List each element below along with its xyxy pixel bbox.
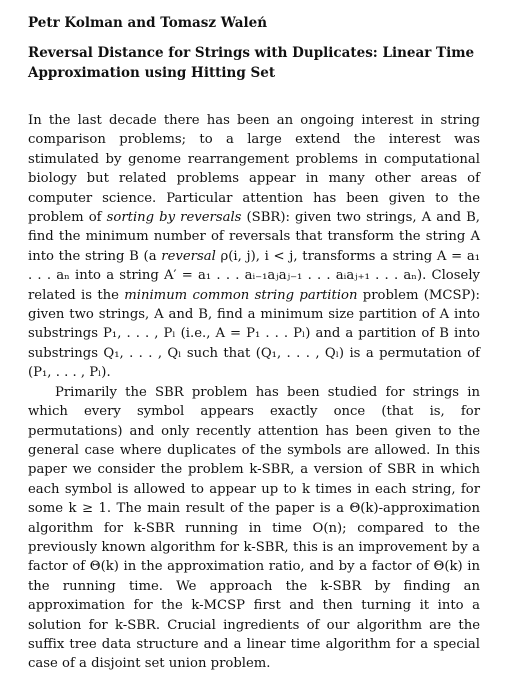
abstract-p1-emphasis-mcsp: minimum common string partition (124, 287, 358, 303)
abstract (28, 111, 480, 674)
abstract-p1-text-1: In the last decade there has been an ongoing interest in string comparison problems; to a large extend the interest was stimulated by genome rearrangement problems in computational biology but related problems appear in many other areas of computer science. Particular attention has been given to the problem of (28, 113, 480, 226)
paper-authors: Petr Kolman and Tomasz Waleń (28, 15, 268, 31)
abstract-paragraph-1 (28, 111, 480, 383)
paper-title: Reversal Distance for Strings with Duplicates: Linear Time Approximation using Hitting Set (28, 45, 475, 81)
abstract-p1-emphasis-sbr: sorting by reversals (106, 210, 242, 226)
abstract-p1-text-3: ρ(i, j), i < j, transforms a string A = a₁ . . . aₙ into a string A′ = a₁ . . . aᵢ₋₁aⱼaⱼ₋₁ . . . aᵢaⱼ₊₁ . . . aₙ). Closely related is the (28, 248, 481, 303)
abstract-paragraph-2: Primarily the SBR problem has been studied for strings in which every symbol appears exactly once (that is, for permutations) and only recently attention has been given to the general case where duplicates of the symbols are allowed. In this paper we consider the problem k-SBR, a version of SBR in which each symbol is allowed to appear up to k times in each string, for some k ≥ 1. The main result of the paper is a Θ(k)-approximation algorithm for k-SBR running in time O(n); compared to the previously known algorithm for k-SBR, this is an improvement by a factor of Θ(k) in the approximation ratio, and by a factor of Θ(k) in the running time. We approach the k-SBR by finding an approximation for the k-MCSP first and then turning it into a solution for k-SBR. Crucial ingredients of our algorithm are the suffix tree data structure and a linear time algorithm for a special case of a disjoint set union problem. (28, 384, 480, 672)
abstract-p1-emphasis-reversal: reversal (161, 248, 216, 264)
abstract-p1-text-2: (SBR): given two strings, A and B, find the minimum number of reversals that transform the string A into the string B (a (28, 210, 480, 264)
abstract-p1-text-4: problem (MCSP): given two strings, A and B, find a minimum size partition of A into substrings P₁, . . . , Pₗ (i.e., A = P₁ . . . Pₗ) and a partition of B into substrings Q₁, . . . , Qₗ such that (Q₁, . . . , Qₗ) is a permutation of (P₁, . . . , Pₗ). (28, 287, 480, 381)
